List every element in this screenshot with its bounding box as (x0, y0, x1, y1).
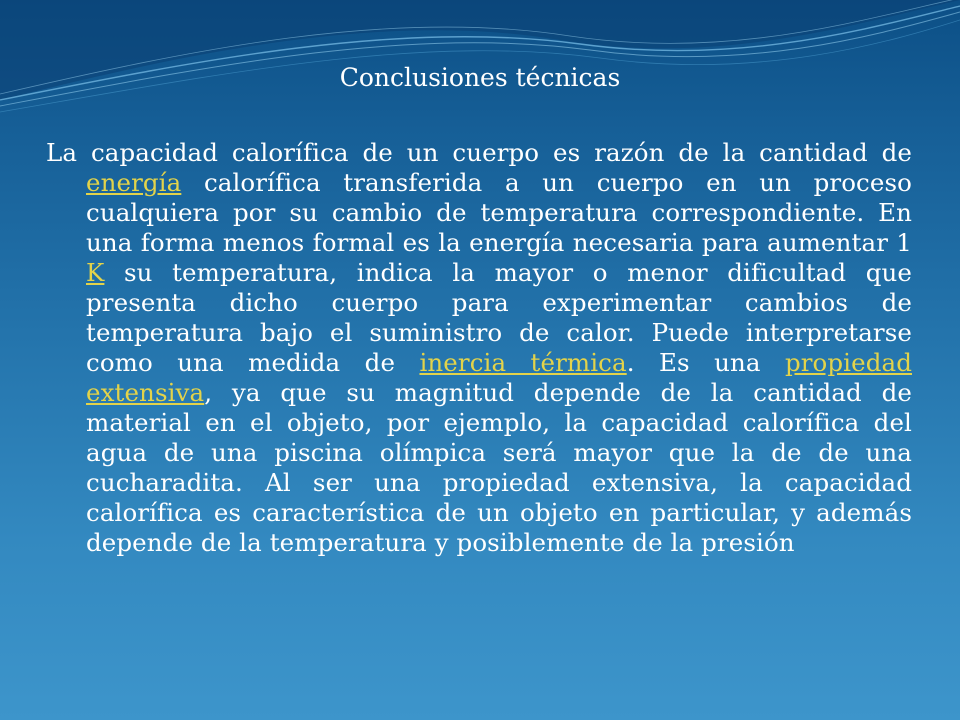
text-segment: La capacidad calorífica de un cuerpo es razón de la cantidad de (46, 138, 912, 167)
text-segment: , ya que su magnitud depende de la cantidad de material en el objeto, por ejemplo, la capacidad calorífica del agua de una piscina olímpica será mayor que la de de una cucharadita. Al ser una propiedad extensiva, la capacidad calorífica es característica de un objeto en particular, y además depende de la temperatura y posiblemente de la presión (86, 378, 912, 557)
link-energia[interactable]: energía (86, 168, 182, 197)
body-paragraph (46, 138, 912, 558)
link-inercia-termica[interactable]: inercia térmica (419, 348, 627, 377)
slide-title: Conclusiones técnicas (339, 63, 621, 92)
link-kelvin[interactable]: K (86, 258, 105, 287)
text-segment: su temperatura, indica la mayor o menor dificultad que presenta dicho cuerpo para experimentar cambios de temperatura bajo el suministro de calor. Puede interpretarse como una medida de (86, 258, 912, 377)
link-propiedad-extensiva[interactable]: propiedad extensiva (86, 348, 912, 407)
text-segment: . Es una (626, 348, 785, 377)
text-segment: calorífica transferida a un cuerpo en un proceso cualquiera por su cambio de temperatura correspondiente. En una forma menos formal es la energía necesaria para aumentar 1 (86, 168, 912, 257)
